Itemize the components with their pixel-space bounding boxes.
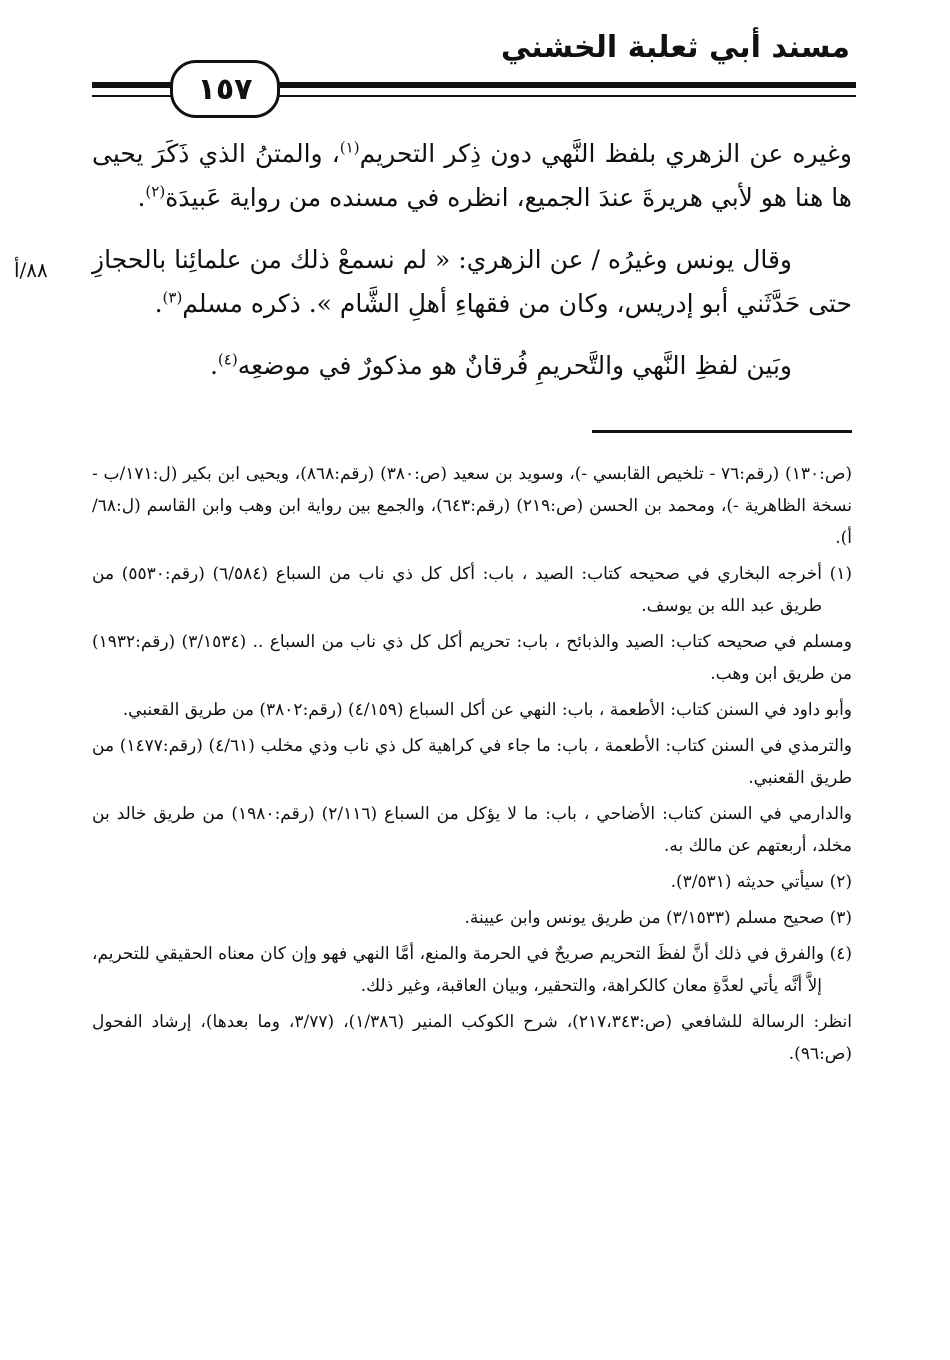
paragraph-1: [92, 132, 852, 220]
footnote-1-tirmidhi: والترمذي في السنن كتاب: الأطعمة ، باب: ما جاء في كراهية كل ذي ناب وذي مخلب (٤/٦١) (رقم:١٤٧٧) من طريق القعنبي.: [92, 736, 852, 788]
footnote-continuation: (ص:١٣٠) (رقم:٧٦ - تلخيص القابسي -)، وسويد بن سعيد (ص:٣٨٠) (رقم:٨٦٨)، ويحيى ابن بكير (ل:١٧١/ب - نسخة الظاهرية -)، ومحمد بن الحسن (ص:٢١٩) (رقم:٦٤٣)، والجمع بين رواية ابن وهب وابن القاسم (ل:٦٨/أ).: [92, 464, 853, 548]
paragraph-2-text-a: وقال يونس وغيرُه / عن الزهري: « لم نسمعْ ذلك من علمائِنا بالحجازِ حتى حَدَّثَني أبو إدريس، وكان من فقهاءِ أهلِ الشَّام ». ذكره مسلم: [92, 245, 852, 318]
footnote-2: (٢) سيأتي حديثه (٣/٥٣١).: [670, 872, 852, 892]
paragraph-2: [92, 238, 852, 326]
footnote-1-darimi: والدارمي في السنن كتاب: الأضاحي ، باب: ما لا يؤكل من السباع (٢/١١٦) (رقم:١٩٨٠) من طريق خالد بن مخلد، أربعتهم عن مالك به.: [92, 804, 853, 856]
footnote-separator: [592, 430, 852, 433]
footnote-4: (٤) والفرق في ذلك أنَّ لفظَ التحريم صريحٌ في الحرمة والمنع، أمَّا النهي فهو وإن كان معناه الحقيقي للتحريم، إلاَّ أنَّه يأتي لعدَّةِ معان كالكراهة، والتحقير، وبيان العاقبة، وغير ذلك.: [92, 944, 852, 996]
footnote-ref-1: (١): [339, 138, 360, 157]
footnotes: [92, 458, 852, 1074]
paragraph-1-text-c: .: [137, 183, 146, 212]
paragraph-1-text-b: ، والمتنُ الذي ذَكَرَ يحيى ها هنا هو لأبي هريرةَ عندَ الجميع، انظره في مسنده من رواية عَبيدَة: [92, 139, 852, 212]
paragraph-3-text-a: وبَين لفظِ النَّهي والتَّحريمِ فُرقانٌ هو مذكورٌ في موضعِه: [237, 351, 792, 380]
manuscript-folio-note: ٨٨/أ: [14, 258, 48, 282]
footnote-4-refs: انظر: الرسالة للشافعي (ص:٢١٧،٣٤٣)، شرح الكوكب المنير (١/٣٨٦)، (٣/٧٧، وما بعدها)، إرشاد الفحول (ص:٩٦).: [92, 1012, 852, 1064]
paragraph-2-text-b: .: [154, 289, 163, 318]
paragraph-1-text-a: وغيره عن الزهري بلفظ النَّهي دون ذِكر التحريم: [359, 139, 852, 168]
footnote-ref-3: (٣): [162, 288, 183, 307]
main-text: [92, 132, 852, 406]
footnote-3: (٣) صحيح مسلم (٣/١٥٣٣) من طريق يونس وابن عيينة.: [464, 908, 852, 928]
footnote-ref-4: (٤): [217, 350, 238, 369]
running-title: مسند أبي ثعلبة الخشني: [500, 30, 850, 65]
footnote-ref-2: (٢): [145, 182, 166, 201]
footnote-1: (١) أخرجه البخاري في صحيحه كتاب: الصيد ، باب: أكل كل ذي ناب من السباع (٦/٥٨٤) (رقم:٥٥٣٠) من طريق عبد الله بن يوسف.: [92, 564, 852, 616]
footnote-1-muslim: ومسلم في صحيحه كتاب: الصيد والذبائح ، باب: تحريم أكل كل ذي ناب من السباع .. (٣/١٥٣٤) (رقم:١٩٣٢) من طريق ابن وهب.: [92, 632, 852, 684]
paragraph-3: [92, 344, 852, 388]
page-number: ١٥٧: [197, 71, 253, 107]
paragraph-3-text-b: .: [209, 351, 218, 380]
footnote-1-abudawud: وأبو داود في السنن كتاب: الأطعمة ، باب: النهي عن أكل السباع (٤/١٥٩) (رقم:٣٨٠٢) من طريق القعنبي.: [122, 700, 852, 720]
page-number-badge: [170, 60, 280, 118]
